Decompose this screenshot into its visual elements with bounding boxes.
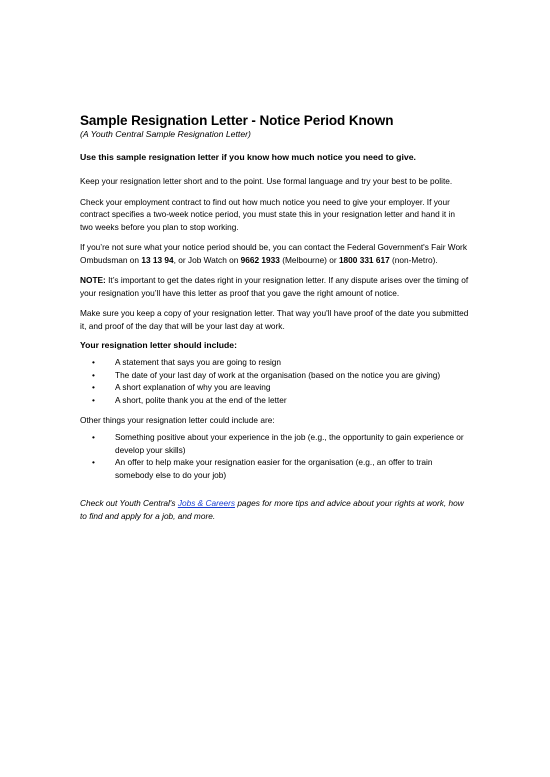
list-item bbox=[80, 381, 470, 394]
list-item bbox=[80, 369, 470, 382]
non-metro-phone: 1800 331 617 bbox=[338, 254, 390, 265]
list-item bbox=[80, 456, 470, 481]
bullet-icon: • bbox=[92, 357, 95, 367]
list-item bbox=[80, 356, 470, 369]
bullet-icon: • bbox=[92, 394, 95, 405]
job-watch-phone: 9662 1933 bbox=[240, 254, 280, 265]
paragraph-keep-copy: Make sure you keep a copy of your resignation letter. That way you'll have proof of the date you submitted it, and proof of the day that will be your last day at work. bbox=[80, 308, 469, 331]
include-heading: Your resignation letter should include: bbox=[80, 340, 237, 350]
note-label: NOTE: bbox=[80, 275, 106, 285]
closing-paragraph bbox=[80, 497, 470, 522]
contact-text-2: , or Job Watch on bbox=[173, 254, 241, 265]
list-item-text: Something positive about your experience in the job (e.g., the opportunity to gain experience or develop your skills) bbox=[115, 432, 464, 455]
list-item-text: A short, polite thank you at the end of the letter bbox=[115, 394, 287, 405]
list-item bbox=[80, 394, 470, 407]
fair-work-phone: 13 13 94 bbox=[141, 254, 174, 265]
closing-text-2: pages for more tips and advice about your rights at work, how to find and apply for a job, and more. bbox=[80, 498, 464, 521]
paragraph-keep-short: Keep your resignation letter short and to the point. Use formal language and try your best to be polite. bbox=[80, 176, 453, 186]
list-item bbox=[80, 431, 470, 456]
bullet-icon: • bbox=[92, 457, 95, 467]
contact-text-1: If you’re not sure what your notice period should be, you can contact the Federal Government's Fair Work Ombudsman on bbox=[80, 242, 467, 265]
paragraph-check-contract: Check your employment contract to find out how much notice you need to give your employer. If your contract specifies a two-week notice period, you must state this in your resignation letter and hand it in two weeks before you plan to stop working. bbox=[80, 196, 455, 232]
note-text: It’s important to get the dates right in your resignation letter. If any dispute arises over the timing of your resignation you’ll have this letter as proof that you gave the right amount of notice. bbox=[80, 275, 469, 298]
other-list bbox=[80, 431, 470, 481]
include-list bbox=[80, 356, 470, 406]
list-item-text: A short explanation of why you are leaving bbox=[115, 382, 271, 392]
contact-text-3: (Melbourne) or bbox=[279, 254, 339, 265]
document-page bbox=[80, 113, 470, 522]
contact-text-4: (non-Metro). bbox=[389, 254, 438, 265]
lead-instruction: Use this sample resignation letter if you know how much notice you need to give. bbox=[80, 152, 416, 162]
document-subtitle: (A Youth Central Sample Resignation Letter) bbox=[80, 129, 251, 139]
document-title: Sample Resignation Letter - Notice Period Known bbox=[80, 113, 394, 128]
paragraph-contact-info bbox=[80, 241, 470, 266]
bullet-icon: • bbox=[92, 382, 95, 392]
list-item-text: An offer to help make your resignation easier for the organisation (e.g., an offer to train somebody else to do your job) bbox=[115, 457, 433, 480]
note-paragraph bbox=[80, 274, 470, 299]
list-item-text: A statement that says you are going to resign bbox=[115, 357, 282, 367]
bullet-icon: • bbox=[92, 432, 95, 442]
closing-text-1: Check out Youth Central's bbox=[80, 498, 178, 508]
jobs-careers-link[interactable]: Jobs & Careers bbox=[177, 498, 236, 508]
bullet-icon: • bbox=[92, 369, 95, 380]
other-heading: Other things your resignation letter could include are: bbox=[80, 415, 275, 425]
list-item-text: The date of your last day of work at the organisation (based on the notice you are giving) bbox=[115, 369, 441, 380]
